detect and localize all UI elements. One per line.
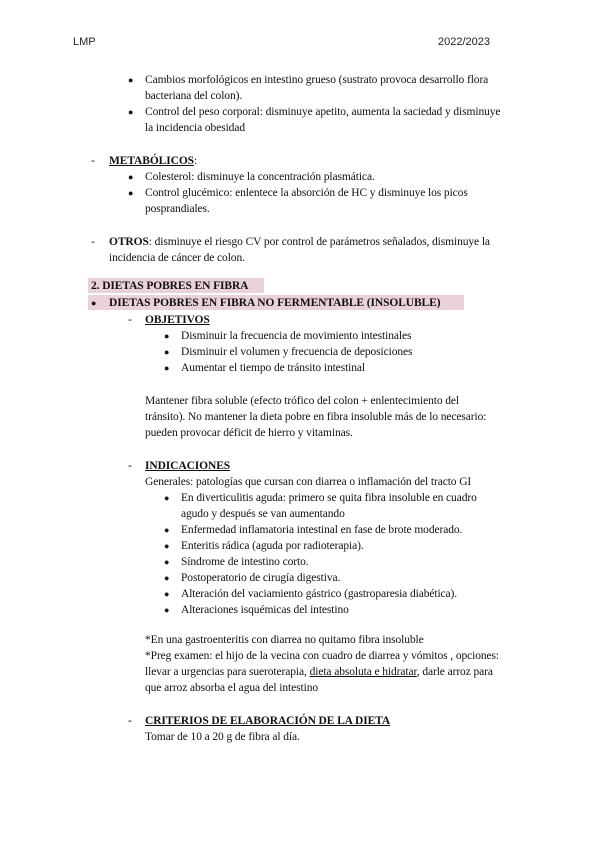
- bullet: ●: [164, 347, 170, 357]
- list-item: Colesterol: disminuye la concentración plasmática.: [145, 171, 375, 183]
- section-text: incidencia de cáncer de colon.: [109, 252, 245, 264]
- note-underlined: dieta absoluta e hidratar: [309, 666, 417, 678]
- bullet: ●: [164, 331, 170, 341]
- section-heading: 2. DIETAS POBRES EN FIBRA: [91, 280, 249, 292]
- list-item: Enteritis rádica (aguda por radioterapia).: [181, 540, 364, 552]
- bullet: ●: [164, 525, 170, 535]
- bullet: ●: [164, 363, 170, 373]
- dash: -: [91, 155, 95, 167]
- bullet: ●: [128, 188, 134, 198]
- list-item: posprandiales.: [145, 203, 210, 215]
- section-text: : disminuye el riesgo CV por control de parámetros señalados, disminuye la: [148, 236, 490, 248]
- objetivos-note: pueden provocar déficit de hierro y vitaminas.: [145, 427, 353, 439]
- list-item: la incidencia obesidad: [145, 122, 245, 134]
- list-item: Alteraciones isquémicas del intestino: [181, 604, 349, 616]
- indicaciones-intro: Generales: patologías que cursan con diarrea o inflamación del tracto GI: [145, 476, 472, 488]
- objetivos-title: OBJETIVOS: [145, 314, 210, 326]
- dash: -: [128, 314, 132, 326]
- list-item: Disminuir la frecuencia de movimiento intestinales: [181, 330, 412, 342]
- list-item: Síndrome de intestino corto.: [181, 556, 309, 568]
- objetivos-note: tránsito). No mantener la dieta pobre en fibra insoluble más de lo necesario:: [145, 411, 487, 423]
- list-item: agudo y después se van aumentando: [181, 508, 345, 520]
- note: *Preg examen: el hijo de la vecina con cuadro de diarrea y vómitos , opciones:: [145, 650, 500, 662]
- header-right: 2022/2023: [438, 36, 490, 48]
- bullet: ●: [128, 75, 134, 85]
- note: *En una gastroenteritis con diarrea no quitamo fibra insoluble: [145, 634, 424, 646]
- bullet: ●: [128, 172, 134, 182]
- list-item: Control del peso corporal: disminuye apetito, aumenta la saciedad y disminuye: [145, 106, 501, 118]
- section-subheading: DIETAS POBRES EN FIBRA NO FERMENTABLE (INSOLUBLE): [109, 297, 441, 309]
- list-item: Postoperatorio de cirugía digestiva.: [181, 572, 341, 584]
- list-item: Alteración del vaciamiento gástrico (gastroparesia diabética).: [181, 588, 458, 600]
- list-item: Enfermedad inflamatoria intestinal en fase de brote moderado.: [181, 524, 463, 536]
- section-otros: [109, 234, 490, 250]
- bullet: ●: [164, 589, 170, 599]
- indicaciones-title: INDICACIONES: [145, 460, 231, 472]
- section-title: METABÓLICOS: [109, 155, 194, 167]
- bullet: ●: [164, 573, 170, 583]
- dash: -: [91, 236, 95, 248]
- list-item: Disminuir el volumen y frecuencia de deposiciones: [181, 346, 413, 358]
- bullet: ●: [164, 605, 170, 615]
- objetivos-note: Mantener fibra soluble (efecto trófico del colon + enlentecimiento del: [145, 395, 460, 407]
- list-item: En diverticulitis aguda: primero se quita fibra insoluble en cuadro: [181, 492, 477, 504]
- list-item: Aumentar el tiempo de tránsito intestinal: [181, 362, 366, 374]
- criterios-text: Tomar de 10 a 20 g de fibra al día.: [145, 731, 300, 743]
- section-title: OTROS: [109, 236, 149, 248]
- note-text: , darle arroz para: [416, 666, 493, 678]
- section-colon: :: [193, 155, 198, 167]
- note: [145, 664, 493, 680]
- bullet: ●: [164, 541, 170, 551]
- note-text: llevar a urgencias para sueroterapia,: [145, 666, 310, 678]
- section-metabolicos: [109, 153, 197, 169]
- bullet: ●: [91, 298, 97, 308]
- dash: -: [128, 460, 132, 472]
- criterios-title: CRITERIOS DE ELABORACIÓN DE LA DIETA: [145, 715, 391, 727]
- dash: -: [128, 715, 132, 727]
- bullet: ●: [128, 107, 134, 117]
- bullet: ●: [164, 493, 170, 503]
- list-item: bacteriana del colon).: [145, 90, 243, 102]
- list-item: Cambios morfológicos en intestino grueso (sustrato provoca desarrollo flora: [145, 74, 489, 86]
- bullet: ●: [164, 557, 170, 567]
- note: que arroz absorba el agua del intestino: [145, 682, 319, 694]
- list-item: Control glucémico: enlentece la absorción de HC y disminuye los picos: [145, 187, 468, 199]
- header-left: LMP: [73, 36, 96, 48]
